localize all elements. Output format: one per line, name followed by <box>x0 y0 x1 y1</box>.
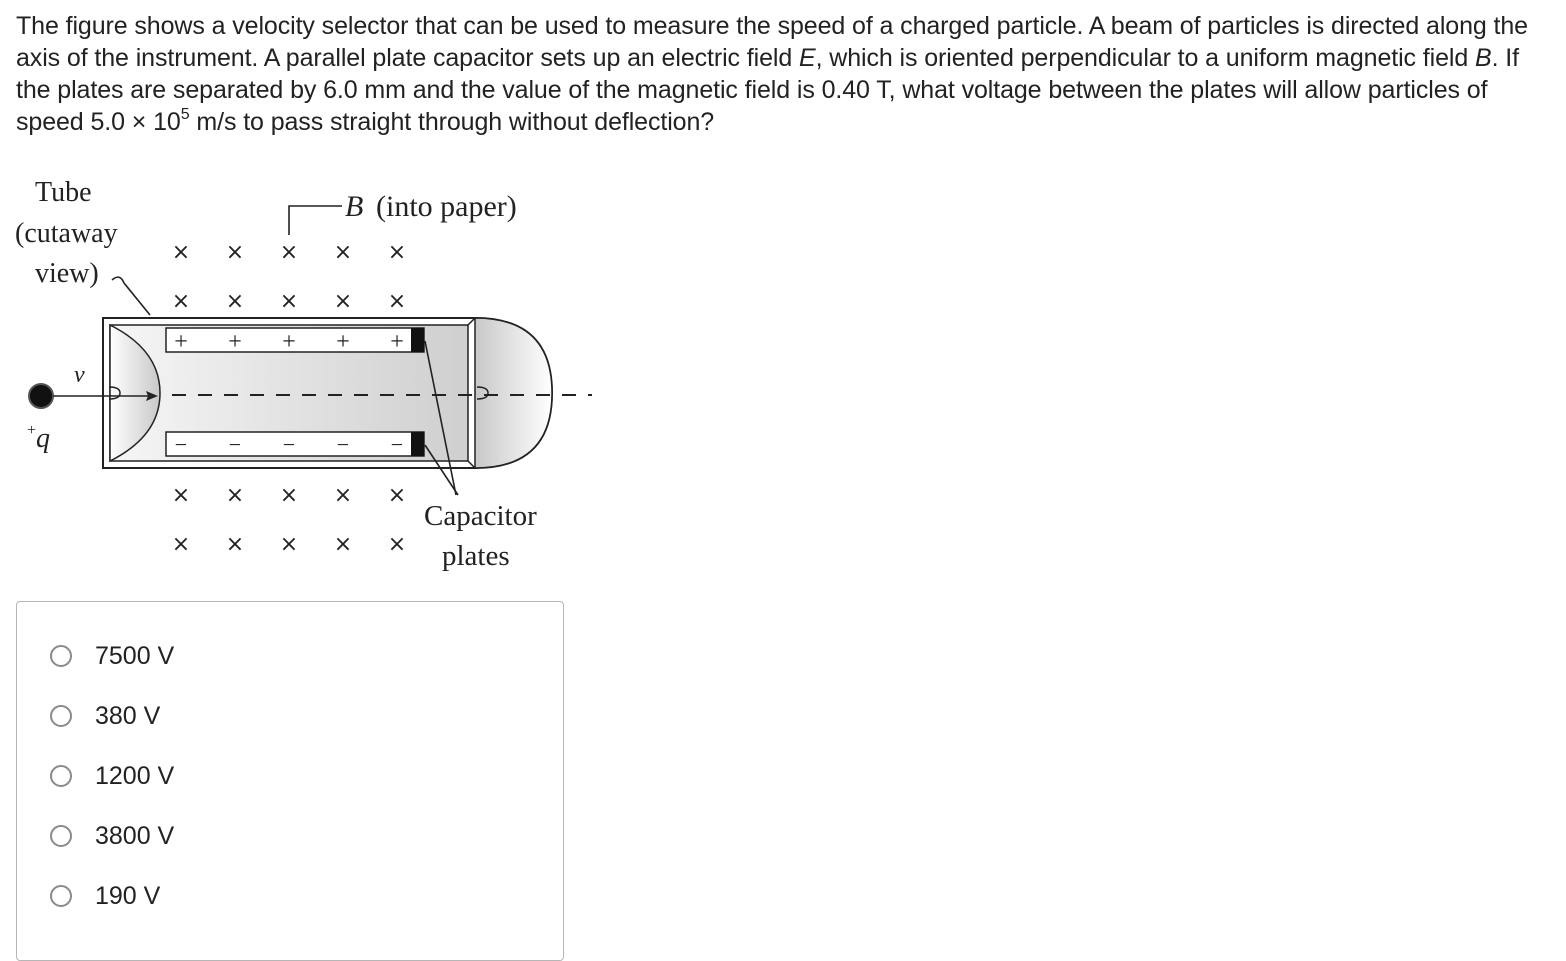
plus-sign: + <box>336 329 350 355</box>
exponent: 5 <box>180 106 190 123</box>
field-cross: × <box>225 483 245 508</box>
answer-label: 190 V <box>95 881 161 910</box>
field-cross: × <box>171 483 191 508</box>
answer-choices <box>16 601 564 961</box>
charge-sign: + <box>27 422 37 439</box>
plus-sign: + <box>228 329 242 355</box>
magnetic-field-crosses-top <box>172 240 406 314</box>
field-cross: × <box>171 532 191 557</box>
answer-option[interactable] <box>50 699 160 733</box>
field-cross: × <box>333 289 353 314</box>
field-cross: × <box>171 289 191 314</box>
field-cross: × <box>171 240 191 265</box>
velocity-label: v <box>74 362 85 388</box>
field-cross: × <box>387 289 407 314</box>
tube-pointer-line <box>112 277 150 315</box>
plus-sign: + <box>390 329 404 355</box>
b-label-symbol: B <box>345 190 364 223</box>
plus-sign: + <box>174 329 188 355</box>
b-field-symbol: B <box>1475 44 1492 72</box>
capacitor-plate-top <box>166 328 424 355</box>
minus-sign: − <box>228 432 242 457</box>
tube-label-line-2: (cutaway <box>15 218 118 249</box>
field-cross: × <box>333 240 353 265</box>
answer-label: 1200 V <box>95 761 175 790</box>
field-cross: × <box>225 532 245 557</box>
magnetic-field-crosses-bottom <box>172 483 406 557</box>
field-cross: × <box>225 240 245 265</box>
field-cross: × <box>225 289 245 314</box>
e-field-symbol: E <box>799 44 816 72</box>
capacitor-plate-bottom <box>166 432 424 457</box>
answer-option[interactable] <box>50 759 174 793</box>
minus-sign: − <box>390 432 404 457</box>
minus-sign: − <box>174 432 188 457</box>
tube-label-line-3: view) <box>35 258 99 289</box>
radio-button[interactable] <box>50 825 72 847</box>
radio-button[interactable] <box>50 765 72 787</box>
minus-sign: − <box>282 432 296 457</box>
minus-sign: − <box>336 432 350 457</box>
radio-button[interactable] <box>50 645 72 667</box>
b-pointer-line <box>289 206 342 235</box>
answer-option[interactable] <box>50 819 174 853</box>
field-cross: × <box>387 483 407 508</box>
capacitor-label-line-1: Capacitor <box>424 500 537 532</box>
velocity-selector-figure <box>0 165 600 585</box>
capacitor-label-line-2: plates <box>442 540 510 572</box>
answer-option[interactable] <box>50 639 174 673</box>
field-cross: × <box>279 483 299 508</box>
field-cross: × <box>279 289 299 314</box>
plus-sign: + <box>282 329 296 355</box>
charged-particle <box>29 384 53 408</box>
field-cross: × <box>387 240 407 265</box>
radio-button[interactable] <box>50 705 72 727</box>
b-label-text: (into paper) <box>376 190 517 223</box>
field-cross: × <box>279 240 299 265</box>
field-cross: × <box>279 532 299 557</box>
answer-label: 380 V <box>95 701 161 730</box>
field-cross: × <box>387 532 407 557</box>
answer-label: 3800 V <box>95 821 175 850</box>
field-cross: × <box>333 532 353 557</box>
charge-label: q <box>36 423 50 454</box>
radio-button[interactable] <box>50 885 72 907</box>
field-cross: × <box>333 483 353 508</box>
tube-label-line-1: Tube <box>35 177 92 208</box>
answer-label: 7500 V <box>95 641 175 670</box>
answer-option[interactable] <box>50 879 160 913</box>
question-text: The figure shows a velocity selector that can be used to measure the speed of a charged particle. A beam of particles is directed along the axis of the instrument. A parallel plate capacitor sets up an electric field E, which is oriented perpendicular to a uniform magnetic field B. If the plates are separated by 6.0 mm and the value of the magnetic field is 0.40 T, what voltage between the plates will allow particles of speed $5.0 \times 10^5$ m/s to pass straight through without deflection? <box>16 12 1528 136</box>
